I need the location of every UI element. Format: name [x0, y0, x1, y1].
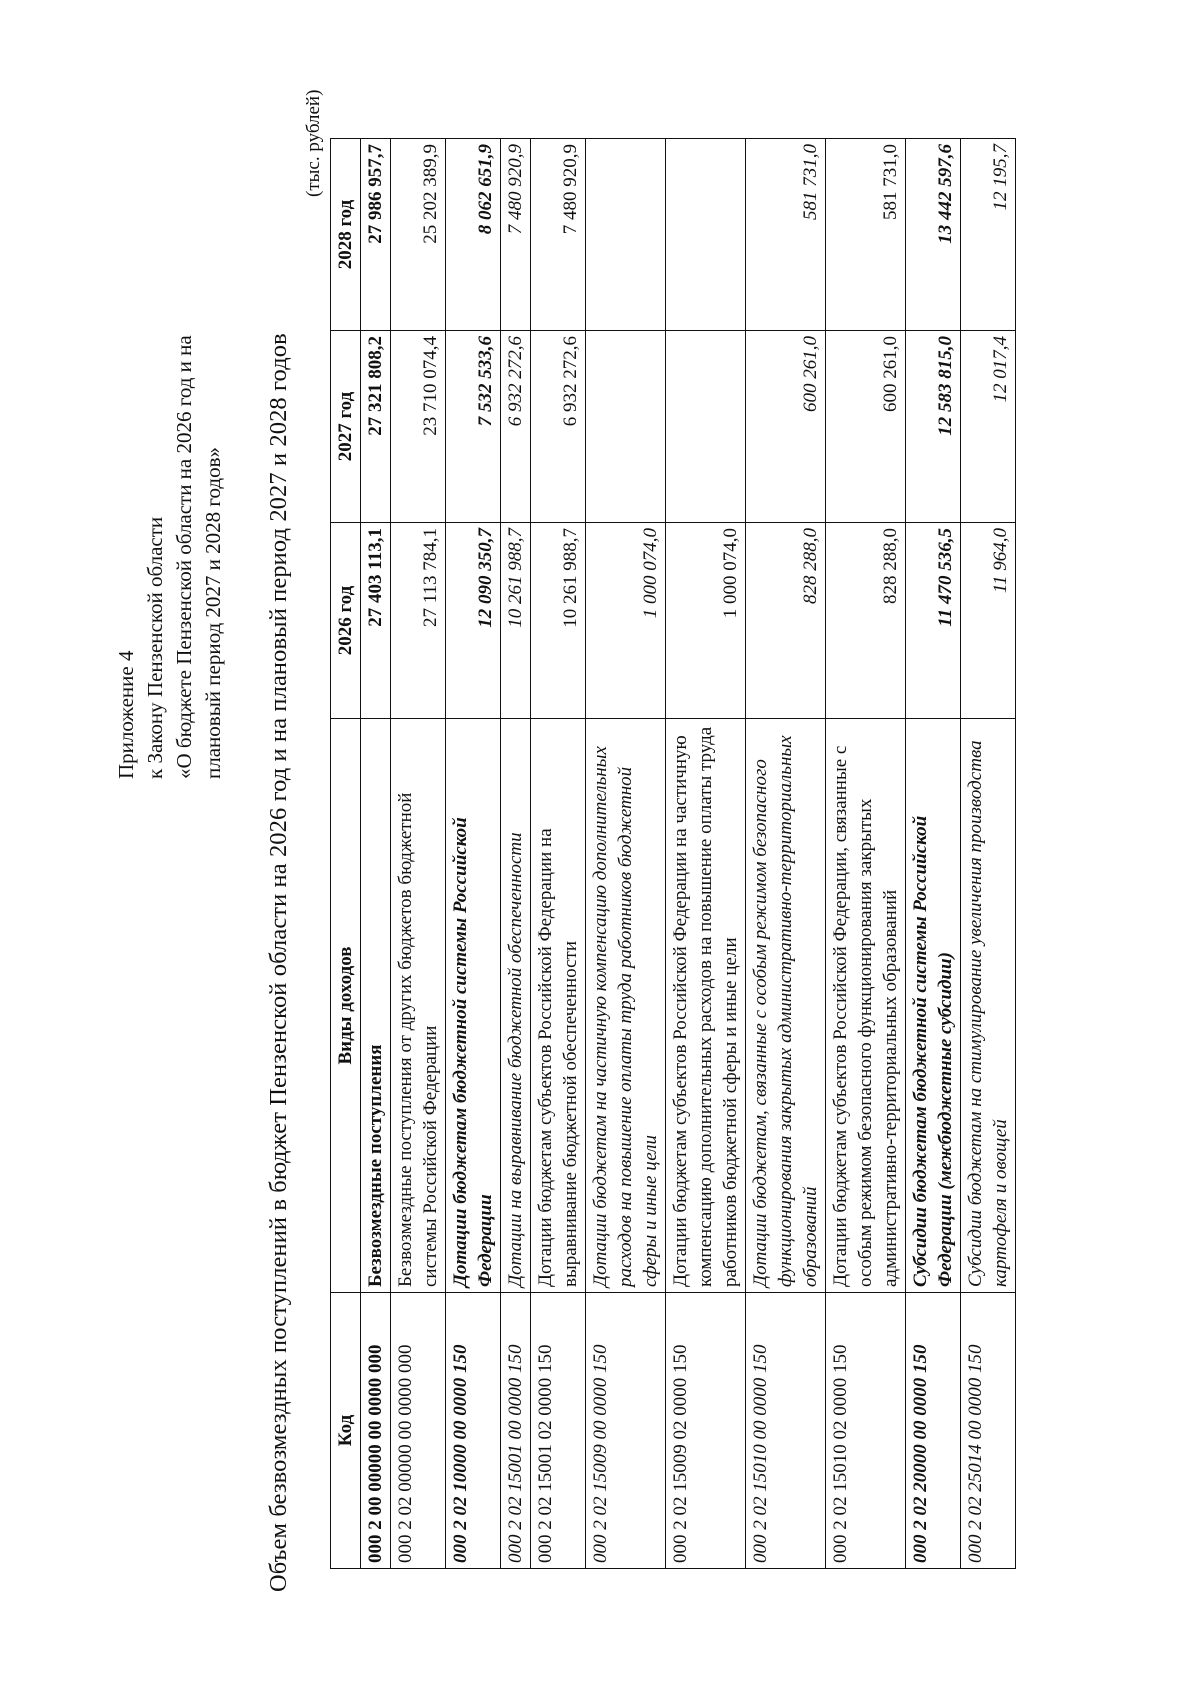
row-2027: 27 321 808,2	[361, 331, 391, 523]
row-2026: 10 261 988,7	[501, 523, 531, 719]
row-2027: 6 932 272,6	[501, 331, 531, 523]
row-2026: 27 113 784,1	[391, 523, 446, 719]
table-row	[531, 139, 586, 1569]
row-2028	[586, 139, 666, 331]
row-kind: Дотации бюджетам, связанные с особым режимом безопасного функционирования закрытых административно-территориальных образований	[746, 719, 826, 1293]
header-2026: 2026 год	[331, 523, 361, 719]
row-kind: Дотации бюджетам субъектов Российской Федерации на выравнивание бюджетной обеспеченности	[531, 719, 586, 1293]
appendix-number: Приложение 4	[114, 650, 138, 779]
header-code: Код	[331, 1293, 361, 1569]
row-code: 000 2 02 20000 00 0000 150	[906, 1293, 961, 1569]
row-2028: 27 986 957,7	[361, 139, 391, 331]
row-code: 000 2 02 15001 02 0000 150	[531, 1293, 586, 1569]
table-row	[906, 139, 961, 1569]
row-2027	[586, 331, 666, 523]
row-2026: 27 403 113,1	[361, 523, 391, 719]
row-code: 000 2 02 10000 00 0000 150	[446, 1293, 501, 1569]
row-kind: Безвозмездные поступления	[361, 719, 391, 1293]
appendix-law-title-cont: плановый период 2027 и 2028 годов»	[201, 447, 225, 779]
row-2026: 828 288,0	[746, 523, 826, 719]
table-row	[361, 139, 391, 1569]
row-2027: 6 932 272,6	[531, 331, 586, 523]
row-code: 000 2 02 25014 00 0000 150	[961, 1293, 1016, 1569]
row-2026: 11 470 536,5	[906, 523, 961, 719]
row-code: 000 2 00 00000 00 0000 000	[361, 1293, 391, 1569]
row-2026: 11 964,0	[961, 523, 1016, 719]
row-kind: Дотации бюджетам субъектов Российской Федерации на частичную компенсацию дополнительных расходов на повышение оплаты труда работников бюджетной сферы и иные цели	[666, 719, 746, 1293]
row-code: 000 2 02 15009 02 0000 150	[666, 1293, 746, 1569]
row-2027: 600 261,0	[746, 331, 826, 523]
row-kind: Субсидии бюджетам бюджетной системы Российской Федерации (межбюджетные субсидии)	[906, 719, 961, 1293]
row-2028: 581 731,0	[826, 139, 906, 331]
row-kind: Безвозмездные поступления от других бюджетов бюджетной системы Российской Федерации	[391, 719, 446, 1293]
row-kind: Дотации на выравнивание бюджетной обеспеченности	[501, 719, 531, 1293]
appendix-law-title: «О бюджете Пензенской области на 2026 год и на	[172, 335, 196, 779]
row-2028: 8 062 651,9	[446, 139, 501, 331]
row-code: 000 2 02 15009 00 0000 150	[586, 1293, 666, 1569]
row-kind: Субсидии бюджетам на стимулирование увеличения производства картофеля и овощей	[961, 719, 1016, 1293]
row-2028: 13 442 597,6	[906, 139, 961, 331]
row-code: 000 2 02 15010 00 0000 150	[746, 1293, 826, 1569]
row-kind: Дотации бюджетам бюджетной системы Российской Федерации	[446, 719, 501, 1293]
table-row	[501, 139, 531, 1569]
row-code: 000 2 02 15010 02 0000 150	[826, 1293, 906, 1569]
row-2027: 7 532 533,6	[446, 331, 501, 523]
row-2026: 12 090 350,7	[446, 523, 501, 719]
row-2027: 12 017,4	[961, 331, 1016, 523]
row-2026: 1 000 074,0	[666, 523, 746, 719]
row-2027	[666, 331, 746, 523]
header-2027: 2027 год	[331, 331, 361, 523]
table-row	[391, 139, 446, 1569]
row-2028: 7 480 920,9	[501, 139, 531, 331]
row-2027: 23 710 074,4	[391, 331, 446, 523]
row-2026: 10 261 988,7	[531, 523, 586, 719]
row-code: 000 2 02 15001 00 0000 150	[501, 1293, 531, 1569]
table-row	[961, 139, 1016, 1569]
table-row	[586, 139, 666, 1569]
revenue-table	[330, 138, 1016, 1569]
table-row	[746, 139, 826, 1569]
table-header-row	[331, 139, 361, 1569]
header-kind: Виды доходов	[331, 719, 361, 1293]
appendix-header	[112, 335, 228, 779]
document-title: Объем безвозмездных поступлений в бюджет Пензенской области на 2026 год и на плановый период 2027 и 2028 годов	[265, 333, 292, 1592]
row-2028: 12 195,7	[961, 139, 1016, 331]
table-row	[446, 139, 501, 1569]
table-row	[666, 139, 746, 1569]
appendix-law-ref: к Закону Пензенской области	[143, 516, 167, 779]
table-row	[826, 139, 906, 1569]
row-2028: 25 202 389,9	[391, 139, 446, 331]
row-2028: 7 480 920,9	[531, 139, 586, 331]
row-2026: 828 288,0	[826, 523, 906, 719]
row-kind: Дотации бюджетам на частичную компенсацию дополнительных расходов на повышение оплаты труда работников бюджетной сферы и иные цели	[586, 719, 666, 1293]
row-2026: 1 000 074,0	[586, 523, 666, 719]
row-kind: Дотации бюджетам субъектов Российской Федерации, связанные с особым режимом безопасного функционирования закрытых административно-территориальных образований	[826, 719, 906, 1293]
row-2028	[666, 139, 746, 331]
header-2028: 2028 год	[331, 139, 361, 331]
row-2028: 581 731,0	[746, 139, 826, 331]
row-2027: 600 261,0	[826, 331, 906, 523]
units-label: (тыс. рублей)	[303, 89, 324, 197]
row-code: 000 2 02 00000 00 0000 000	[391, 1293, 446, 1569]
row-2027: 12 583 815,0	[906, 331, 961, 523]
